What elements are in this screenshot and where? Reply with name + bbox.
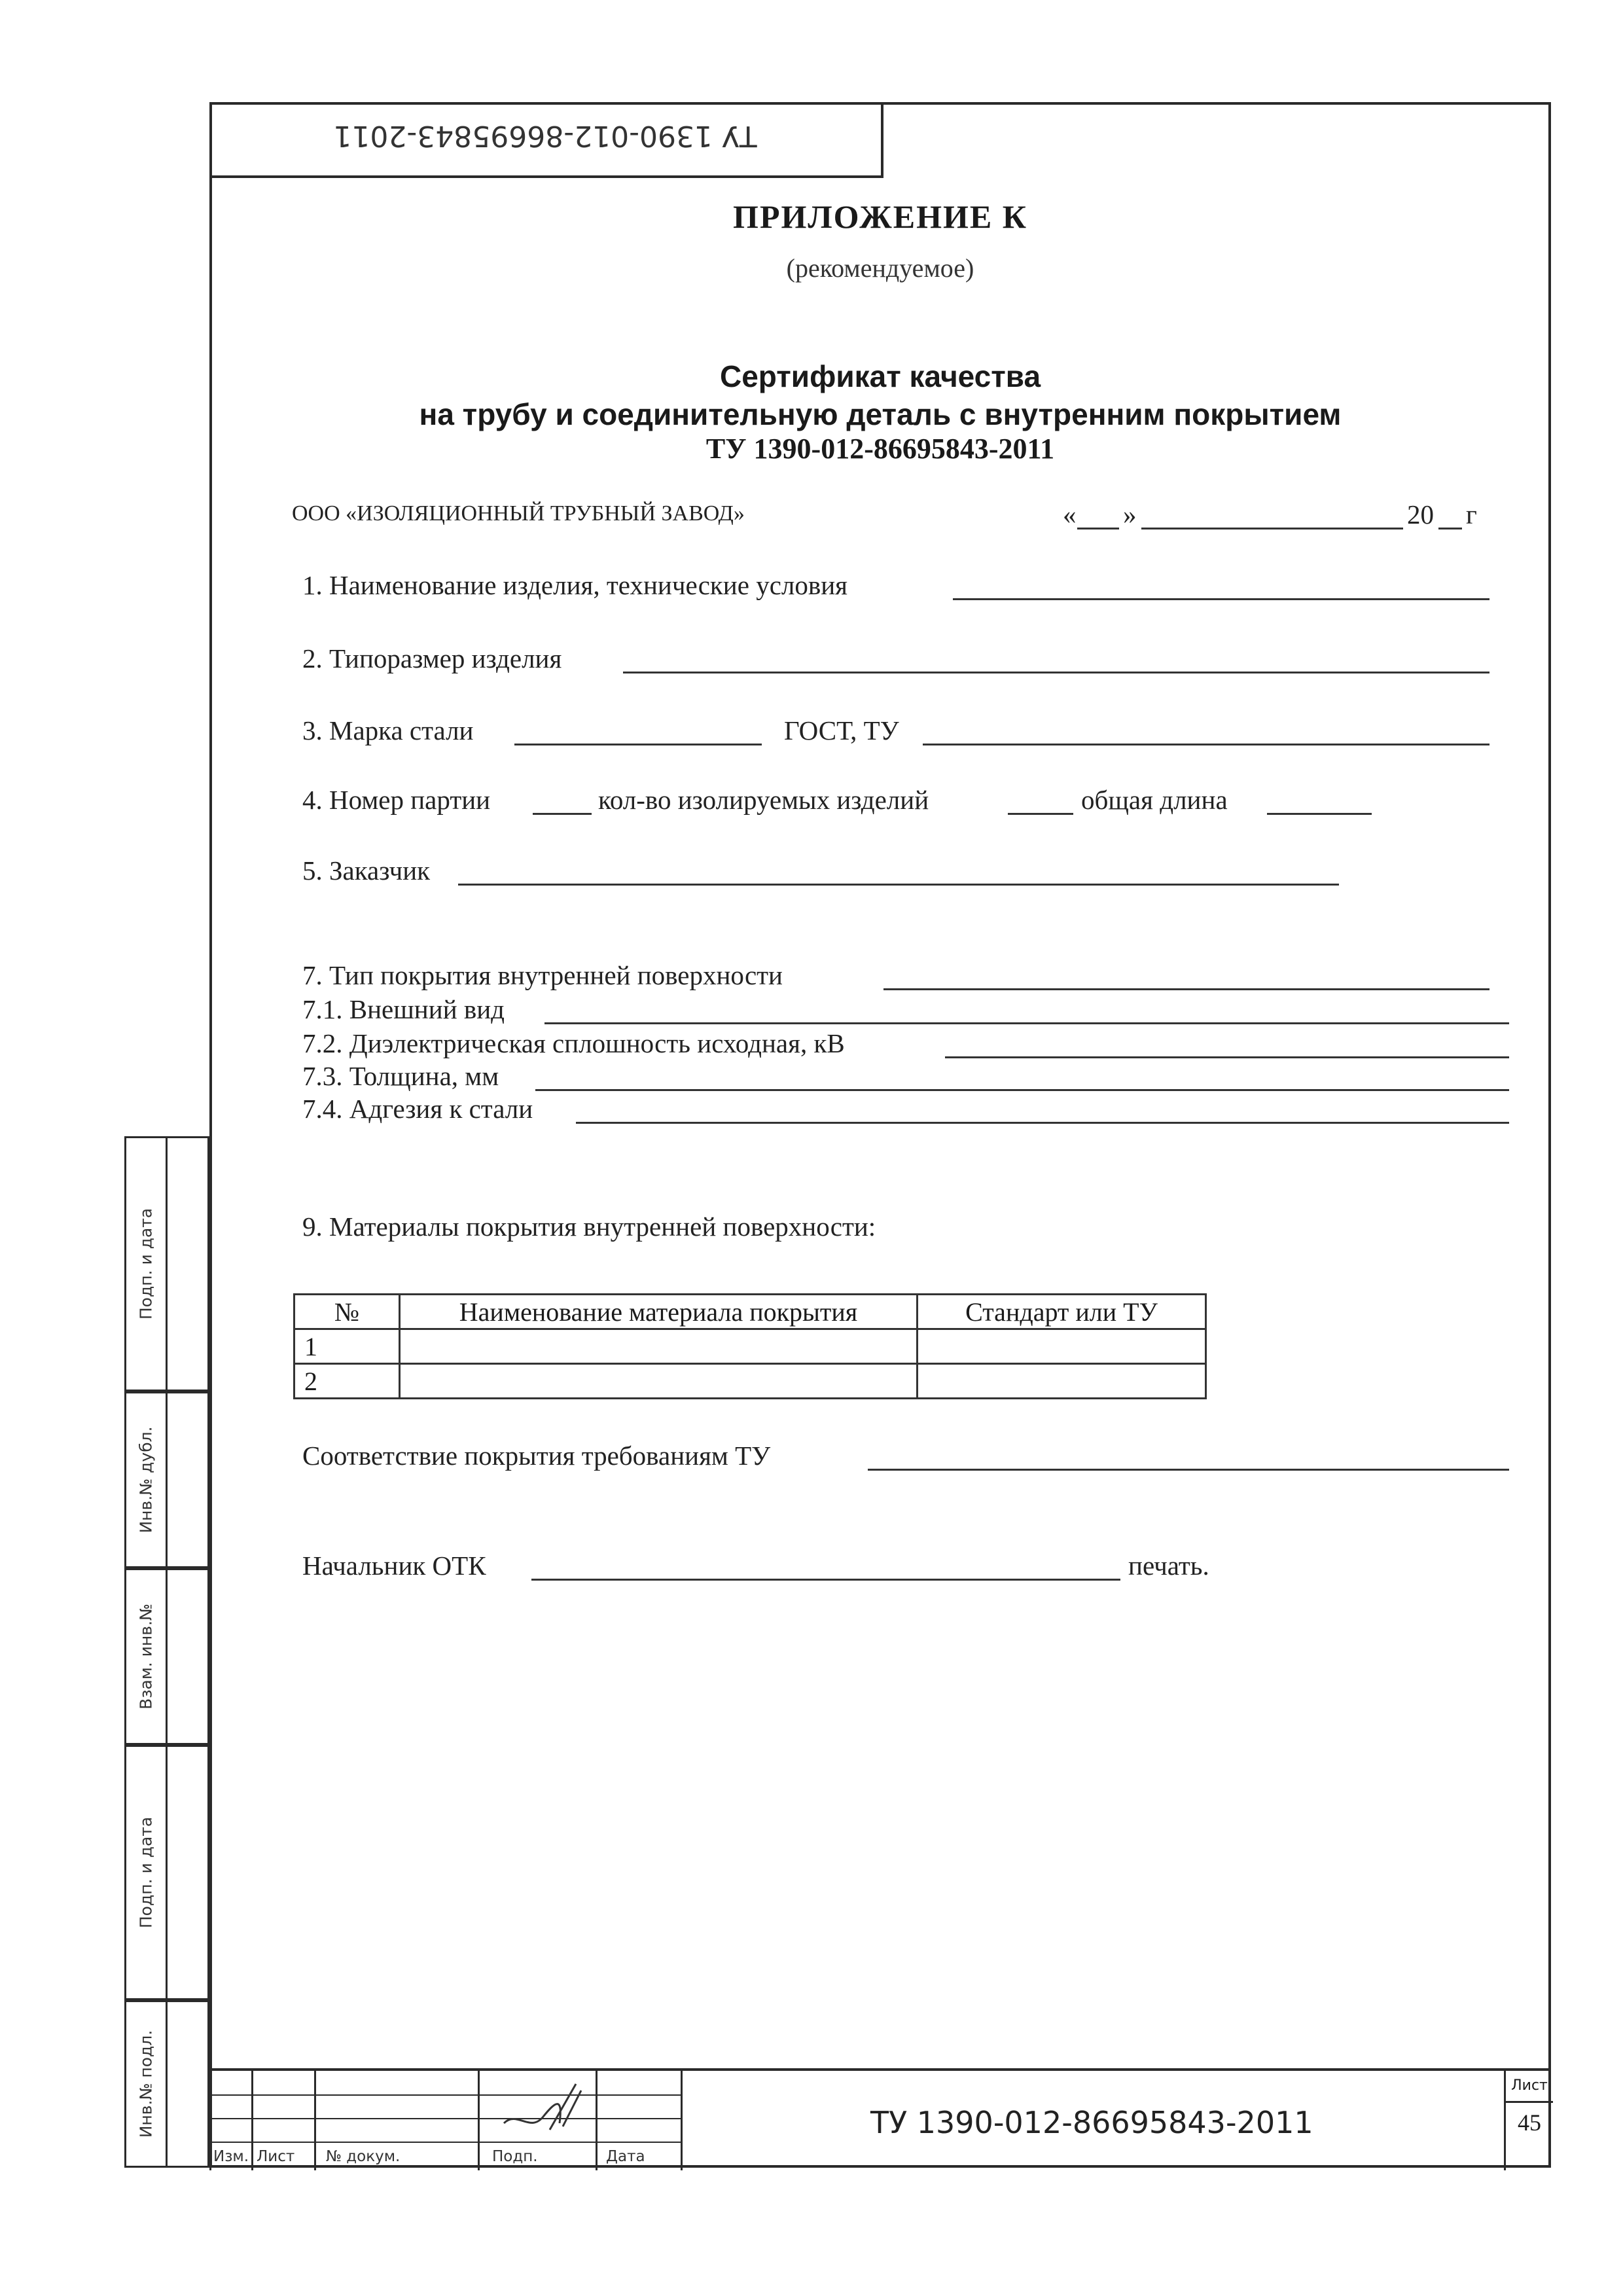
side-strip <box>124 1136 209 2168</box>
table-cell-standard[interactable] <box>918 1364 1206 1399</box>
sheet-number: 45 <box>1518 2109 1541 2136</box>
tb-label-sheet: Лист <box>257 2148 295 2165</box>
date-month-field[interactable] <box>1141 528 1403 529</box>
field-4-count-label: кол-во изолируемых изделий <box>598 785 929 815</box>
side-label: Взам. инв.№ <box>136 1604 156 1710</box>
title-block-grid <box>209 2071 681 2170</box>
date-day-field[interactable] <box>1077 528 1119 529</box>
appendix-note: (рекомендуемое) <box>786 253 974 283</box>
field-7-3-label: 7.3. Толщина, мм <box>302 1061 499 1091</box>
tb-label-doc-number: № докум. <box>326 2148 401 2165</box>
side-label: Инв.№ дубл. <box>136 1426 156 1534</box>
table-header-no: № <box>294 1295 400 1329</box>
date-year-field[interactable] <box>1438 528 1462 529</box>
signature-scribble <box>497 2071 589 2143</box>
title-block <box>209 2068 1551 2170</box>
conformity-label: Соответствие покрытия требованиям ТУ <box>302 1441 771 1471</box>
field-7-1-input[interactable] <box>544 1022 1509 1024</box>
tb-label-change: Изм. <box>213 2148 249 2165</box>
title-block-doc-code: ТУ 1390-012-86695843-2011 <box>870 2105 1313 2140</box>
table-row <box>294 1364 1206 1399</box>
stamp-label: печать. <box>1128 1551 1209 1581</box>
company-name: ООО «ИЗОЛЯЦИОННЫЙ ТРУБНЫЙ ЗАВОД» <box>292 501 745 526</box>
field-9-label: 9. Материалы покрытия внутренней поверхности: <box>302 1211 876 1242</box>
table-header-row <box>294 1295 1206 1329</box>
side-label: Инв.№ подл. <box>136 2030 156 2138</box>
top-code-text: ТУ 1390-012-86695843-2011 <box>333 119 757 152</box>
date-year-prefix: 20 <box>1407 499 1434 529</box>
side-cell-replace-inventory <box>124 1568 209 1745</box>
table-cell-no: 1 <box>294 1329 400 1364</box>
field-3-gost-label: ГОСТ, ТУ <box>784 715 899 745</box>
side-label: Подп. и дата <box>136 1816 156 1929</box>
sheet-label: Лист <box>1506 2071 1553 2103</box>
field-4-length-label: общая длина <box>1081 785 1228 815</box>
table-header-standard: Стандарт или ТУ <box>918 1295 1206 1329</box>
side-label: Подп. и дата <box>136 1208 156 1320</box>
field-7-label: 7. Тип покрытия внутренней поверхности <box>302 960 783 990</box>
field-3-gost-input[interactable] <box>923 744 1489 745</box>
field-4-length-input[interactable] <box>1267 813 1372 815</box>
otk-signature-field[interactable] <box>531 1579 1120 1581</box>
field-4-count-input[interactable] <box>1008 813 1073 815</box>
date-close-quote: » <box>1123 499 1137 529</box>
table-cell-standard[interactable] <box>918 1329 1206 1364</box>
field-7-input[interactable] <box>883 988 1489 990</box>
field-3-label: 3. Марка стали <box>302 715 474 745</box>
sheet-box <box>1504 2071 1553 2170</box>
tb-label-date: Дата <box>606 2148 645 2165</box>
tb-label-signature: Подп. <box>492 2148 538 2165</box>
otk-label: Начальник ОТК <box>302 1551 486 1581</box>
table-header-material: Наименование материала покрытия <box>400 1295 918 1329</box>
table-cell-material[interactable] <box>400 1329 918 1364</box>
side-cell-sign-date-1 <box>124 1136 209 1391</box>
certificate-spec: ТУ 1390-012-86695843-2011 <box>705 433 1055 465</box>
certificate-subtitle: на трубу и соединительную деталь с внутренним покрытием <box>419 397 1342 431</box>
table-cell-material[interactable] <box>400 1364 918 1399</box>
side-cell-original-inventory <box>124 2000 209 2168</box>
field-7-3-input[interactable] <box>535 1089 1509 1091</box>
field-7-1-label: 7.1. Внешний вид <box>302 994 505 1024</box>
field-4-batch-input[interactable] <box>533 813 592 815</box>
date-year-suffix: г <box>1466 499 1477 529</box>
side-cell-sign-date-2 <box>124 1745 209 2000</box>
appendix-title: ПРИЛОЖЕНИЕ К <box>733 198 1027 235</box>
side-cell-dup-inventory <box>124 1391 209 1568</box>
table-row <box>294 1329 1206 1364</box>
field-7-4-input[interactable] <box>576 1122 1509 1124</box>
certificate-title: Сертификат качества <box>719 359 1041 393</box>
field-5-label: 5. Заказчик <box>302 855 431 886</box>
table-cell-no: 2 <box>294 1364 400 1399</box>
materials-table <box>293 1293 1207 1399</box>
field-2-input[interactable] <box>623 672 1489 673</box>
field-1-input[interactable] <box>953 598 1489 600</box>
date-open-quote: « <box>1063 499 1077 529</box>
field-7-4-label: 7.4. Адгезия к стали <box>302 1094 533 1124</box>
top-code-tab <box>209 102 883 178</box>
field-5-input[interactable] <box>458 884 1339 886</box>
field-7-2-label: 7.2. Диэлектрическая сплошность исходная, кВ <box>302 1028 845 1058</box>
field-1-label: 1. Наименование изделия, технические условия <box>302 570 848 600</box>
field-2-label: 2. Типоразмер изделия <box>302 643 562 673</box>
conformity-input[interactable] <box>868 1469 1509 1471</box>
field-7-2-input[interactable] <box>945 1056 1509 1058</box>
field-3-steel-input[interactable] <box>514 744 762 745</box>
field-4-label: 4. Номер партии <box>302 785 491 815</box>
